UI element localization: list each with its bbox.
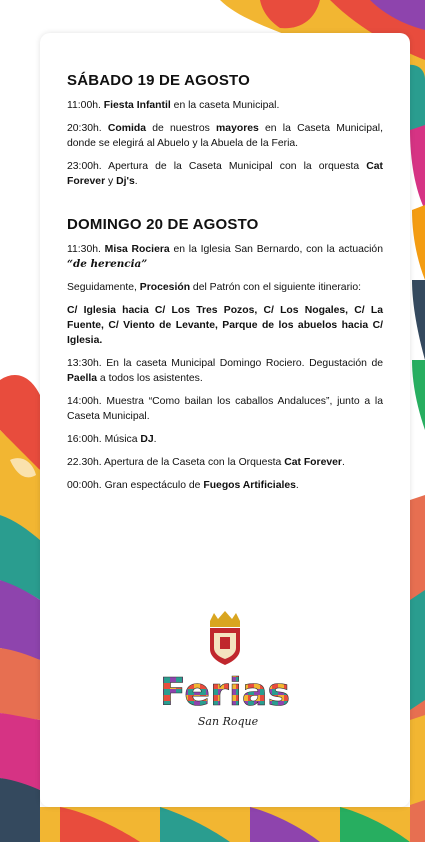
event-text: en la Iglesia San Bernardo, con la actuación	[169, 244, 383, 255]
program-content	[67, 73, 383, 501]
event-time: 23:00h.	[67, 161, 109, 172]
event-time: 00:00h.	[67, 480, 105, 491]
event-text: .	[153, 434, 157, 445]
event-text: en la caseta Municipal.	[170, 100, 280, 111]
event-script-text: “de herencia”	[67, 258, 148, 270]
event-time: 20:30h.	[67, 123, 108, 134]
event-time: 22.30h.	[67, 457, 104, 468]
event-time: 16:00h.	[67, 434, 105, 445]
event-highlight: Fuegos Artificiales	[203, 480, 296, 491]
event-text: .	[134, 176, 138, 187]
event-highlight: Cat Forever	[67, 161, 383, 187]
event-item	[67, 303, 383, 348]
ferias-title: Ferias	[159, 670, 291, 714]
event-item	[67, 455, 383, 470]
ferias-logo	[140, 611, 310, 733]
event-time: 13:30h.	[67, 358, 107, 369]
event-highlight: DJ	[140, 434, 154, 445]
event-highlight: Cat Forever	[284, 457, 342, 468]
event-text: Apertura de la Caseta Municipal con la orquesta	[108, 161, 367, 172]
event-item	[67, 159, 383, 189]
event-text: del Patrón con el siguiente itinerario:	[190, 282, 362, 293]
event-item	[67, 394, 383, 424]
event-item	[67, 356, 383, 386]
event-text: .	[341, 457, 345, 468]
event-text: Seguidamente,	[67, 282, 140, 293]
crest-icon	[210, 611, 240, 665]
event-item	[67, 98, 383, 113]
event-highlight: Paella	[67, 373, 98, 384]
day1-events	[67, 98, 383, 189]
event-text: Muestra “Como bailan los caballos Andaluces”, junto a la Caseta Municipal.	[67, 396, 383, 422]
event-text: .	[295, 480, 299, 491]
event-item	[67, 478, 383, 493]
event-highlight: Dj's	[116, 176, 135, 187]
event-text: de nuestros	[146, 123, 217, 134]
ferias-subtitle: San Roque	[197, 715, 259, 728]
event-text: Gran espectáculo de	[104, 480, 204, 491]
day1-heading: SÁBADO 19 DE AGOSTO	[67, 72, 251, 89]
day2-heading: DOMINGO 20 DE AGOSTO	[67, 216, 259, 233]
event-item	[67, 280, 383, 295]
event-time: 14:00h.	[67, 396, 107, 407]
event-text: a todos los asistentes.	[97, 373, 203, 384]
program-card	[40, 33, 410, 807]
event-highlight: mayores	[216, 123, 259, 134]
event-time: 11:30h.	[67, 244, 105, 255]
event-highlight: Fiesta Infantil	[103, 100, 171, 111]
event-text: Música	[104, 434, 141, 445]
event-text: En la caseta Municipal Domingo Rociero. Degustación de	[106, 358, 383, 369]
event-item	[67, 121, 383, 151]
event-time: 11:00h.	[67, 100, 104, 111]
event-item	[67, 242, 383, 272]
event-text: en la Caseta Municipal, donde se elegirá al Abuelo y la Abuela de la Feria.	[67, 123, 383, 149]
event-text: Apertura de la Caseta con la Orquesta	[103, 457, 285, 468]
day2-events	[67, 242, 383, 493]
event-highlight: C/ Iglesia hacia C/ Los Tres Pozos, C/ Los Nogales, C/ La Fuente, C/ Viento de Levante, Parque de los abuelos hacia C/ Iglesia.	[67, 305, 383, 346]
event-highlight: Misa Rociera	[104, 244, 170, 255]
event-item	[67, 432, 383, 447]
event-text: y	[105, 176, 117, 187]
event-highlight: Comida	[107, 123, 146, 134]
event-highlight: Procesión	[139, 282, 191, 293]
